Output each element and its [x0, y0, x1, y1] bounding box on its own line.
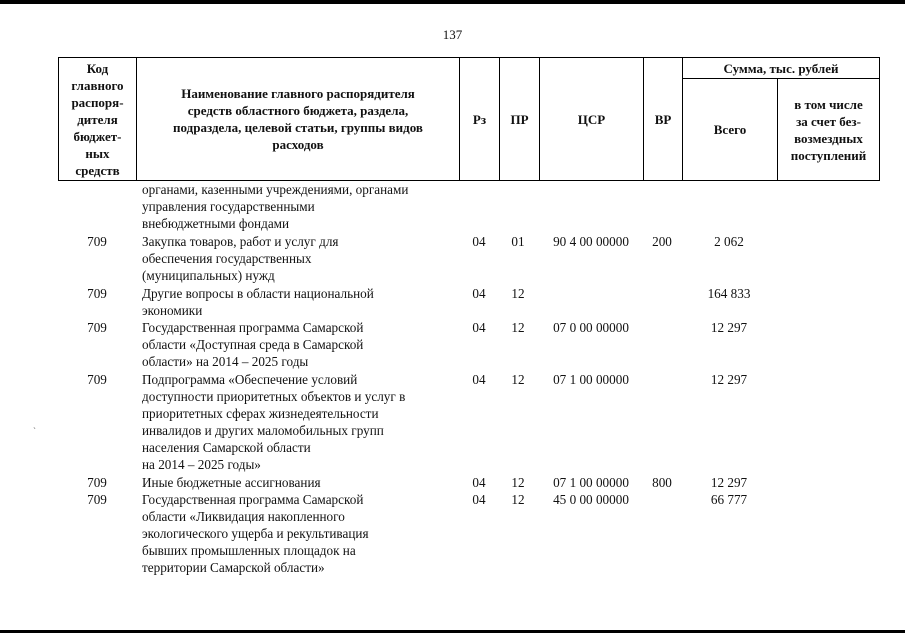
header-name [137, 58, 459, 180]
header-code-line: ных [85, 145, 110, 161]
row-name-line: органами, казенными учреждениями, органами [142, 182, 409, 197]
header-free-line: поступлений [790, 147, 867, 163]
header-code-line: средств [75, 162, 120, 178]
row-name-line: области» на 2014 – 2025 годы [142, 354, 309, 369]
row-name-line: области «Доступная среда в Самарской [142, 337, 364, 352]
row-code: 709 [87, 234, 107, 249]
row-rz: 04 [472, 475, 486, 490]
row-name-line: территории Самарской области» [142, 560, 325, 575]
header-sum: Сумма, тыс. рублей [723, 60, 839, 76]
row-vr: 200 [652, 234, 672, 249]
row-rz: 04 [472, 286, 486, 301]
row-total: 12 297 [710, 372, 748, 387]
row-vr: 800 [652, 475, 672, 490]
row-pr: 12 [511, 475, 525, 490]
header-code [59, 58, 136, 180]
row-name [142, 474, 462, 491]
row-pr: 01 [511, 234, 525, 249]
row-csr: 07 1 00 00000 [553, 372, 629, 387]
row-pr: 12 [511, 286, 525, 301]
header-csr: ЦСР [577, 111, 606, 127]
header-name-line: Наименование главного распорядителя [181, 86, 415, 101]
row-code: 709 [87, 320, 107, 335]
row-rz: 04 [472, 234, 486, 249]
header-vr: ВР [654, 111, 672, 127]
row-code: 709 [87, 286, 107, 301]
row-name-line: Подпрограмма «Обеспечение условий [142, 372, 358, 387]
row-rz: 04 [472, 320, 486, 335]
row-name-line: экономики [142, 303, 203, 318]
header-rz: Рз [472, 111, 487, 127]
row-name-line: доступности приоритетных объектов и услуг в [142, 389, 406, 404]
row-rz: 04 [472, 372, 486, 387]
row-name-line: Иные бюджетные ассигнования [142, 475, 321, 490]
row-name-line: экологического ущерба и рекультивация [142, 526, 369, 541]
header-name-line: расходов [272, 137, 324, 152]
row-total: 164 833 [707, 286, 751, 301]
header-name-line: средств областного бюджета, раздела, [187, 103, 409, 118]
header-code-line: главного [71, 77, 124, 93]
row-name-line: Закупка товаров, работ и услуг для [142, 234, 339, 249]
header-free-line: за счет без- [796, 113, 861, 129]
bottom-border-rule [0, 630, 905, 633]
row-name-line: населения Самарской области [142, 440, 311, 455]
header-name-line: подраздела, целевой статьи, группы видов [173, 120, 423, 135]
scan-speck: ˋ [33, 426, 36, 436]
row-name [142, 181, 462, 232]
row-csr: 07 0 00 00000 [553, 320, 629, 335]
row-name [142, 491, 462, 576]
row-total: 12 297 [710, 475, 748, 490]
row-total: 12 297 [710, 320, 748, 335]
row-name [142, 285, 462, 319]
row-name-line: Государственная программа Самарской [142, 320, 364, 335]
row-name [142, 233, 462, 284]
header-code-line: бюджет- [73, 128, 122, 144]
row-name-line: обеспечения государственных [142, 251, 312, 266]
row-name-line: бывших промышленных площадок на [142, 543, 356, 558]
header-pr: ПР [510, 111, 529, 127]
row-csr: 90 4 00 00000 [553, 234, 629, 249]
row-csr: 07 1 00 00000 [553, 475, 629, 490]
row-total: 66 777 [710, 492, 748, 507]
row-code: 709 [87, 492, 107, 507]
header-free [778, 79, 879, 180]
row-total: 2 062 [714, 234, 744, 249]
row-name-line: управления государственными [142, 199, 315, 214]
row-name-line: приоритетных сферах жизнедеятельности [142, 406, 379, 421]
page-number: 137 [442, 27, 463, 42]
header-code-line: дителя [77, 111, 118, 127]
header-code-line: Код [86, 60, 109, 76]
table-header [58, 57, 880, 181]
row-name-line: внебюджетными фондами [142, 216, 290, 231]
row-name [142, 371, 462, 473]
row-name-line: Государственная программа Самарской [142, 492, 364, 507]
row-pr: 12 [511, 492, 525, 507]
row-name-line: инвалидов и других маломобильных групп [142, 423, 384, 438]
top-border-rule [0, 0, 905, 4]
header-free-line: в том числе [794, 96, 863, 112]
header-free-line: возмездных [794, 130, 863, 146]
row-name [142, 319, 462, 370]
row-rz: 04 [472, 492, 486, 507]
row-csr: 45 0 00 00000 [553, 492, 629, 507]
row-pr: 12 [511, 320, 525, 335]
row-code: 709 [87, 475, 107, 490]
row-name-line: на 2014 – 2025 годы» [142, 457, 261, 472]
row-pr: 12 [511, 372, 525, 387]
header-total: Всего [713, 122, 747, 137]
row-name-line: (муниципальных) нужд [142, 268, 275, 283]
row-name-line: Другие вопросы в области национальной [142, 286, 374, 301]
header-code-line: распоря- [71, 94, 124, 110]
row-code: 709 [87, 372, 107, 387]
row-name-line: области «Ликвидация накопленного [142, 509, 345, 524]
